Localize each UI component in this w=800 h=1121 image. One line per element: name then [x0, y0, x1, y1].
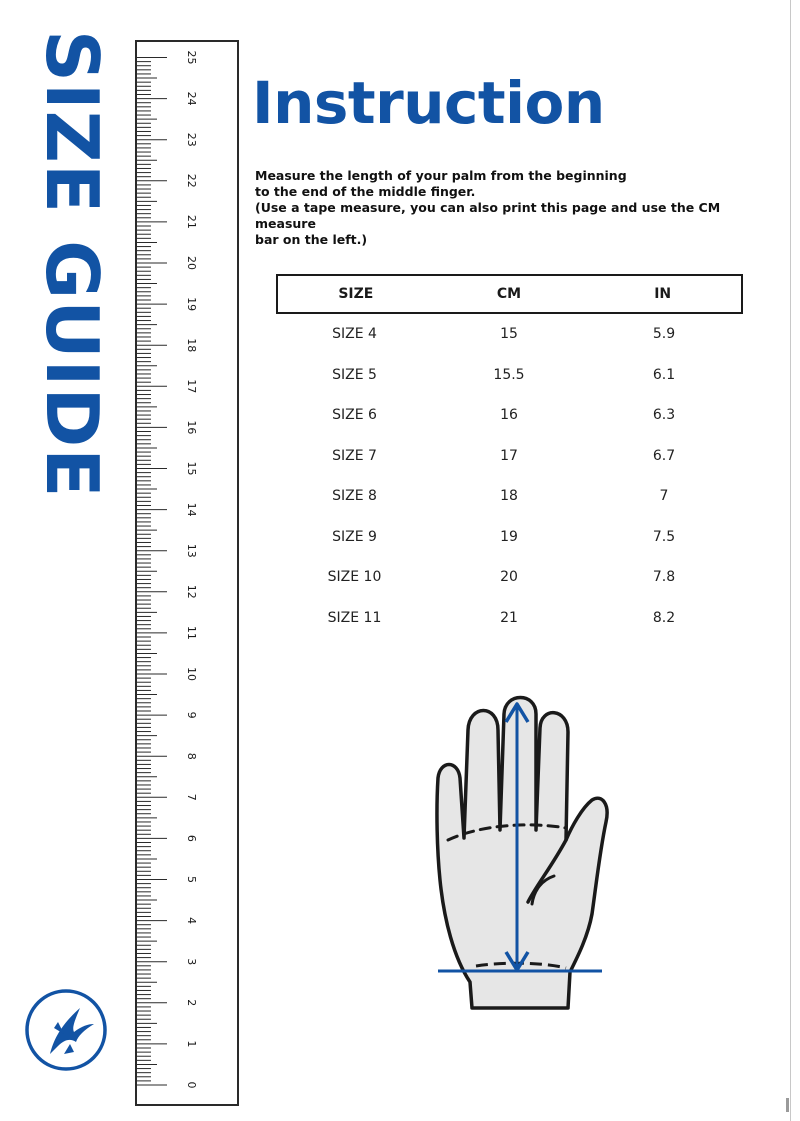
- cell-in: 8.2: [652, 609, 676, 626]
- cell-cm: 18: [500, 488, 518, 505]
- cell-size: SIZE 8: [332, 488, 377, 505]
- ruler-label: 25: [185, 50, 198, 65]
- ruler-label: 1: [185, 1040, 198, 1048]
- ruler-label: 20: [185, 256, 198, 270]
- table-header: [276, 274, 743, 314]
- ruler-label: 14: [185, 502, 198, 517]
- cell-size: SIZE 9: [332, 528, 377, 545]
- instruction-line: bar on the left.): [255, 232, 368, 247]
- cell-in: 6.1: [652, 366, 676, 383]
- ruler-label: 15: [185, 461, 198, 476]
- cell-in: 6.3: [652, 407, 676, 424]
- cell-size: SIZE 4: [332, 326, 377, 343]
- side-title-text: SIZE GUIDE: [30, 30, 114, 499]
- cell-size: SIZE 10: [327, 569, 382, 586]
- ruler-label: 11: [185, 625, 198, 640]
- cell-size: SIZE 7: [332, 447, 377, 464]
- header-cm: CM: [496, 286, 522, 302]
- cell-in: 7: [659, 488, 669, 505]
- instruction-line: (Use a tape measure, you can also print this page and use the CM measure: [255, 200, 721, 231]
- ruler-label: 9: [185, 711, 198, 719]
- page-heading: Instruction: [252, 69, 605, 137]
- cell-cm: 19: [500, 528, 518, 545]
- page-edge-line: [790, 0, 791, 1121]
- cell-in: 5.9: [652, 326, 676, 343]
- table-row: [276, 557, 743, 598]
- ruler-label: 22: [185, 173, 198, 188]
- cell-in: 7.5: [652, 528, 676, 545]
- ruler-label: 2: [185, 999, 198, 1007]
- ruler-label: 16: [185, 420, 198, 435]
- ruler-label: 7: [185, 793, 198, 801]
- corner-mark: [786, 1098, 789, 1112]
- cell-cm: 17: [500, 447, 518, 464]
- ruler-scale: [137, 42, 237, 1104]
- size-table: [276, 274, 743, 638]
- cell-size: SIZE 11: [327, 609, 382, 626]
- bird-logo-icon: [24, 988, 108, 1072]
- ruler-label: 5: [185, 876, 198, 883]
- cell-cm: 20: [500, 569, 518, 586]
- ruler-label: 0: [185, 1081, 198, 1089]
- ruler-label: 21: [185, 214, 198, 229]
- table-row: [276, 355, 743, 396]
- table-row: [276, 395, 743, 436]
- table-row: [276, 436, 743, 477]
- table-row: [276, 517, 743, 558]
- header-size: SIZE: [338, 286, 374, 302]
- cell-cm: 15: [500, 326, 518, 343]
- table-row: [276, 476, 743, 517]
- ruler-label: 12: [185, 584, 198, 599]
- cell-in: 6.7: [652, 447, 676, 464]
- cell-in: 7.8: [652, 569, 676, 586]
- instruction-line: to the end of the middle finger.: [255, 184, 476, 199]
- cm-ruler: [135, 40, 239, 1106]
- cell-cm: 16: [500, 407, 518, 424]
- cell-cm: 15.5: [493, 366, 525, 383]
- cell-size: SIZE 6: [332, 407, 377, 424]
- ruler-label: 23: [185, 132, 198, 147]
- ruler-label: 6: [185, 834, 198, 842]
- instruction-line: Measure the length of your palm from the beginning: [255, 168, 627, 183]
- ruler-label: 19: [185, 297, 198, 312]
- table-row: [276, 598, 743, 639]
- table-row: [276, 314, 743, 355]
- hand-measure-icon: [432, 690, 612, 1034]
- ruler-label: 3: [185, 958, 198, 966]
- ruler-label: 13: [185, 543, 198, 558]
- ruler-label: 24: [185, 91, 198, 106]
- ruler-label: 10: [185, 667, 198, 681]
- ruler-label: 8: [185, 752, 198, 760]
- ruler-label: 4: [185, 917, 198, 925]
- instructions-text: [255, 168, 775, 248]
- cell-cm: 21: [500, 609, 518, 626]
- cell-size: SIZE 5: [332, 366, 377, 383]
- ruler-label: 18: [185, 338, 198, 353]
- header-in: IN: [654, 286, 672, 302]
- ruler-label: 17: [185, 379, 198, 394]
